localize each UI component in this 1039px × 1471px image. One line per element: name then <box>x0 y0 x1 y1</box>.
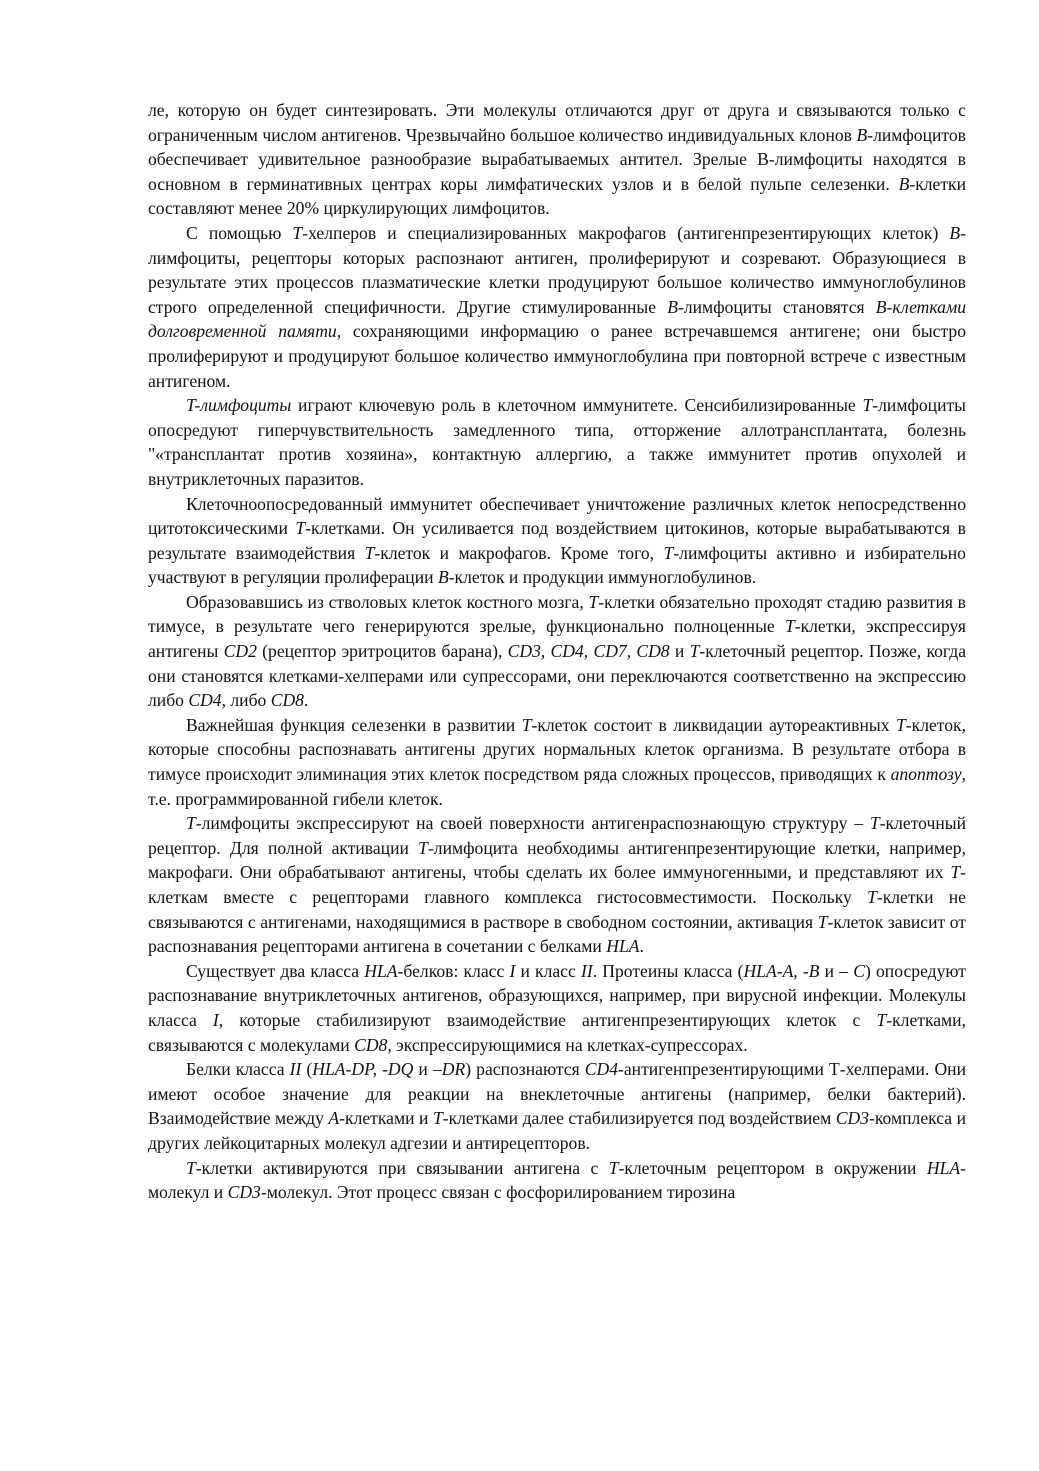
text-run: -клеткам вместе с рецепторами главного комплекса гистосовместимости. Поскольку <box>148 862 966 907</box>
italic-text: CD3 <box>227 1182 261 1203</box>
text-run: -лимфоциты активно и избирательно участвуют в регуляции пролиферации <box>148 542 966 588</box>
text-run: -клеточный рецептор. Позже, когда они становятся клетками-хелперами или супрессорами, они переключаются соответственно на экспрессию либо <box>148 641 966 711</box>
text-run: Образовавшись из стволовых клеток костного мозга, <box>186 591 589 612</box>
italic-text: T <box>869 813 880 834</box>
italic-text: T <box>862 395 873 416</box>
text-run: -клетками далее стабилизируется под воздействием <box>442 1108 836 1129</box>
italic-text: T <box>521 714 532 735</box>
italic-text: CD3, CD4, CD7, CD8 <box>507 641 670 662</box>
text-run: Важнейшая функция селезенки в развитии <box>186 714 522 735</box>
paragraph <box>148 1156 966 1205</box>
italic-text: B <box>898 173 910 194</box>
paragraph <box>148 1057 966 1155</box>
text-run: -клеток и продукции иммуноглобулинов. <box>448 567 757 588</box>
text-run: -клеток, которые способны распознавать антигены других нормальных клеток организма. В результате отбора в тимусе происходит элиминация этих клеток посредством ряда сложных процессов, приводящих к <box>148 714 966 785</box>
italic-text: апоптозу <box>890 764 962 785</box>
text-run: -молекул и <box>148 1157 966 1203</box>
paragraph <box>148 221 966 393</box>
italic-text: T <box>364 542 375 563</box>
text-run: -белков: класс <box>397 960 510 981</box>
italic-text: I <box>509 960 516 981</box>
italic-text: II <box>580 960 593 981</box>
italic-text: HLA <box>364 960 398 981</box>
paragraph <box>148 492 966 590</box>
italic-text: HLA-DP, -DQ <box>312 1059 414 1080</box>
text-run: , экспрессирующимися на клетках-супрессорах. <box>387 1034 748 1055</box>
text-run: -клетки составляют менее 20% циркулирующих лимфоцитов. <box>148 173 966 219</box>
italic-text: T <box>950 862 961 883</box>
text-run: . <box>303 690 309 711</box>
italic-text: II <box>289 1059 302 1080</box>
text-run: Белки класса <box>186 1059 290 1080</box>
text-run: ) опосредуют распознавание внутриклеточных антигенов, образующихся, например, при вирусной инфекции. Молекулы класса <box>148 960 966 1030</box>
italic-text: T <box>784 616 795 637</box>
italic-text: A <box>328 1108 340 1129</box>
italic-text: T <box>867 887 877 907</box>
text-run: и <box>669 641 690 662</box>
text-run: -лимфоциты, рецепторы которых распознают антиген, пролиферируют и созревают. Образующиеся в результате этих процессов плазматические клетки продуцируют большое количество иммуноглобулинов строго определенной специфичности. Другие стимулированные <box>148 222 966 317</box>
text-run: -лимфоциты экспрессируют на своей поверхности антигенраспознающую структуру – <box>195 813 870 834</box>
italic-text: T-лимфоциты <box>186 395 292 416</box>
italic-text: I <box>212 1009 219 1030</box>
italic-text: –DR <box>432 1059 466 1080</box>
text-run: -лимфоцитов обеспечивает удивительное разнообразие вырабатываемых антител. Зрелые В-лимфоциты находятся в основном в герминативных центрах коры лимфатических узлов и в белой пульпе селезенки. <box>148 124 966 194</box>
italic-text: HLA <box>926 1157 961 1178</box>
italic-text: B-клетками долговременной памяти <box>148 296 966 342</box>
text-run: Клеточноопосредованный иммунитет обеспечивает уничтожение различных клеток непосредственно цитотоксическими <box>148 493 966 539</box>
text-run: -молекул. Этот процесс связан с фосфорилированием тирозина <box>260 1182 736 1203</box>
text-run: , которые стабилизируют взаимодействие антигенпрезентирующих клеток с <box>218 1009 877 1030</box>
italic-text: B <box>437 567 449 588</box>
text-run: -лимфоцита необходимы антигенпрезентирующие клетки, например, макрофаги. Они обрабатывают антигены, чтобы сделать их более иммуногенными, и представляют их <box>148 837 966 883</box>
text-run: -клеток зависит от распознавания рецепторами антигена в сочетании с белками <box>148 911 966 957</box>
italic-text: HLA-A, -B <box>743 960 820 981</box>
text-run: -клетками и <box>339 1108 433 1129</box>
document-page <box>148 98 966 1205</box>
text-run: -клетками, связываются с молекулами <box>148 1009 966 1055</box>
italic-text: HLA <box>606 936 640 957</box>
text-run: -лимфоциты опосредуют гиперчувствительность замедленного типа, отторжение аллотрансплантата, болезнь "«трансплантат против хозяина», контактную аллергию, а также иммунитет против опухолей и внутриклеточных паразитов. <box>148 395 966 489</box>
text-run: и <box>413 1059 433 1080</box>
italic-text: CD4 <box>584 1059 619 1080</box>
italic-text: C <box>853 960 865 981</box>
italic-text: B <box>667 296 678 317</box>
text-run: -клетки, экспрессируя антигены <box>148 616 966 662</box>
text-run: -клетки не связываются с антигенами, находящимися в растворе в свободном состоянии, активация <box>148 887 966 932</box>
text-run: , сохраняющими информацию о ранее встречавшемся антигене; они быстро пролиферируют и продуцируют большое количество иммуноглобулина при повторной встрече с известным антигеном. <box>148 321 966 391</box>
text-run: -лимфоциты становятся <box>678 296 876 317</box>
text-run: и класс <box>515 960 581 981</box>
text-run: играют ключевую роль в клеточном иммунитете. Сенсибилизированные <box>291 395 863 416</box>
italic-text: B <box>856 124 868 145</box>
text-run: -клетками. Он усиливается под воздействием цитокинов, которые вырабатываются в результате взаимодействия <box>148 518 966 563</box>
italic-text: T <box>689 641 700 662</box>
text-run: -клетки обязательно проходят стадию развития в тимусе, в результате чего генерируются зрелые, функционально полноценные <box>148 591 966 637</box>
italic-text: T <box>817 911 828 932</box>
text-run: -хелперов и специализированных макрофагов (антигенпрезентирующих клеток) <box>302 222 950 243</box>
text-run: ле, которую он будет синтезировать. Эти молекулы отличаются друг от друга и связываются только с ограниченным числом антигенов. Чрезвычайно большое количество индивидуальных клонов <box>148 100 966 145</box>
italic-text: T <box>186 813 196 834</box>
text-run: Существует два класса <box>186 960 365 981</box>
text-run: -клетки активируются при связывании антигена с <box>195 1157 609 1178</box>
text-run: -клеточный рецептор. Для полной активации <box>148 813 966 858</box>
italic-text: T <box>588 591 599 612</box>
italic-text: T <box>295 518 306 539</box>
paragraph <box>148 713 966 811</box>
italic-text: CD4 <box>188 690 222 711</box>
italic-text: T <box>608 1157 619 1178</box>
text-run: . Протеины класса ( <box>592 960 744 981</box>
text-run: , т.е. программированной гибели клеток. <box>148 764 966 809</box>
paragraph <box>148 98 966 221</box>
italic-text: T <box>292 222 303 243</box>
text-run: , либо <box>221 690 271 711</box>
italic-text: T <box>186 1157 196 1178</box>
text-run: и – <box>819 960 854 981</box>
text-run: -клеток и макрофагов. Кроме того, <box>374 542 664 563</box>
italic-text: T <box>663 542 674 563</box>
text-run: ( <box>301 1059 313 1080</box>
italic-text: CD8 <box>270 690 304 711</box>
paragraph <box>148 590 966 713</box>
italic-text: T <box>876 1009 887 1030</box>
text-run: -комплекса и других лейкоцитарных молекул адгезии и антирецепторов. <box>148 1108 966 1153</box>
text-run: (рецептор эритроцитов барана), <box>256 641 508 662</box>
italic-text: T <box>432 1108 443 1129</box>
italic-text: T <box>896 714 906 735</box>
paragraph <box>148 959 966 1057</box>
italic-text: CD2 <box>223 641 257 662</box>
text-run: ) распознаются <box>465 1059 585 1080</box>
text-run: -антигенпрезентирующими Т-хелперами. Они имеют особое значение для реакции на внеклеточные антигены (например, белки бактерий). Взаимодействие между <box>148 1059 966 1129</box>
italic-text: CD3 <box>835 1108 870 1129</box>
italic-text: CD8 <box>354 1034 388 1055</box>
text-run: -клеток состоит в ликвидации аутореактивных <box>531 714 896 735</box>
text-run: -клеточным рецептором в окружении <box>618 1157 927 1178</box>
italic-text: T <box>418 837 428 858</box>
italic-text: B <box>949 222 961 243</box>
paragraph <box>148 393 966 491</box>
paragraph <box>148 811 966 959</box>
text-run: . <box>639 936 644 957</box>
text-run: С помощью <box>186 222 293 243</box>
